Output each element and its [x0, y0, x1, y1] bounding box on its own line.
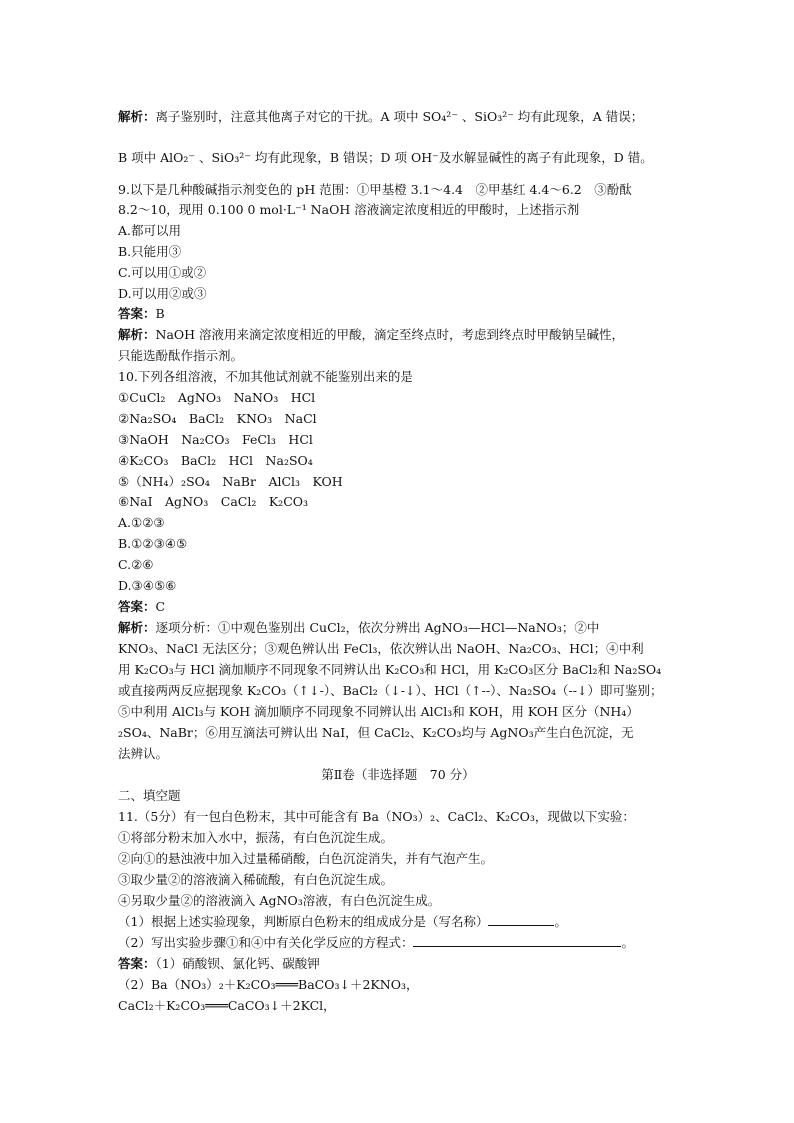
question-11-step: ④另取少量②的溶液滴入 AgNO₃溶液，有白色沉淀生成。 — [118, 893, 441, 908]
answer-value: B — [155, 306, 165, 321]
question-10-option: C.②⑥ — [118, 557, 154, 572]
question-11-part-1 — [118, 912, 567, 932]
section-title: 第Ⅱ卷（非选择题 70 分） — [321, 767, 475, 782]
part-1-end: 。 — [554, 914, 567, 929]
question-10-group: ⑥NaI AgNO₃ CaCl₂ K₂CO₃ — [118, 494, 309, 509]
question-10-group: ②Na₂SO₄ BaCl₂ KNO₃ NaCl — [118, 411, 317, 426]
question-10-group: ④K₂CO₃ BaCl₂ HCl Na₂SO₄ — [118, 453, 313, 468]
question-11-step: ①将部分粉末加入水中，振荡，有白色沉淀生成。 — [118, 830, 394, 845]
analysis-label: 解析： — [118, 327, 156, 342]
question-11-answer — [118, 954, 320, 974]
analysis-line: B 项中 AlO₂⁻ 、SiO₃²⁻ 均有此现象，B 错误；D 项 OH⁻及水解显碱性的离子有此现象，D 错。 — [118, 150, 653, 165]
question-10-analysis — [118, 618, 599, 638]
question-9-analysis — [118, 325, 624, 345]
question-9-answer — [118, 304, 165, 324]
question-10-group: ③NaOH Na₂CO₃ FeCl₃ HCl — [118, 432, 313, 447]
question-9-option: A.都可以用 — [118, 223, 182, 238]
question-9-stem: 8.2～10，现用 0.100 0 mol·L⁻¹ NaOH 溶液滴定浓度相近的甲酸时，上述指示剂 — [118, 202, 580, 217]
answer-blank[interactable] — [488, 913, 554, 926]
question-10-analysis: 或直接两两反应据现象 K₂CO₃（↑↓-）、BaCl₂（↓-↓）、HCl（↑--）、Na₂SO₄（--↓）即可鉴别； — [118, 683, 663, 698]
question-10-analysis: ⑤中利用 AlCl₃与 KOH 滴加顺序不同现象不同辨认出 AlCl₃和 KOH，用 KOH 区分（NH₄） — [118, 704, 639, 719]
question-10-group: ⑤（NH₄）₂SO₄ NaBr AlCl₃ KOH — [118, 474, 343, 489]
question-10-option: B.①②③④⑤ — [118, 536, 188, 551]
answer-label: 答案： — [118, 956, 156, 971]
part-1-text: （1）根据上述实验现象，判断原白色粉末的组成成分是（写名称） — [118, 914, 489, 929]
question-10-analysis: 用 K₂CO₃与 HCl 滴加顺序不同现象不同辨认出 K₂CO₃和 HCl，用 K₂CO₃区分 BaCl₂和 Na₂SO₄ — [118, 662, 662, 677]
part-2-end: 。 — [621, 935, 634, 950]
question-9-option: B.只能用③ — [118, 244, 182, 259]
question-10-answer — [118, 597, 165, 617]
question-10-group: ①CuCl₂ AgNO₃ NaNO₃ HCl — [118, 390, 316, 405]
answer-value: C — [155, 599, 166, 614]
analysis-label: 解析： — [118, 109, 156, 124]
analysis-label: 解析： — [118, 620, 156, 635]
question-11-step: ②向①的悬浊液中加入过量稀硝酸，白色沉淀消失，并有气泡产生。 — [118, 851, 494, 866]
question-11-answer-equation: （2）Ba（NO₃）₂＋K₂CO₃═══BaCO₃↓＋2KNO₃， — [118, 977, 419, 992]
question-10-analysis: ₂SO₄、NaBr；⑥用互滴法可辨认出 NaI，但 CaCl₂、K₂CO₃均与 AgNO₃产生白色沉淀，无 — [118, 725, 634, 740]
question-10-option: A.①②③ — [118, 515, 165, 530]
question-9-option: C.可以用①或② — [118, 265, 207, 280]
question-10-option: D.③④⑤⑥ — [118, 578, 177, 593]
question-11-answer-equation: CaCl₂＋K₂CO₃═══CaCO₃↓＋2KCl， — [118, 998, 336, 1013]
question-11-part-2 — [118, 933, 634, 953]
question-10-analysis: KNO₃、NaCl 无法区分；③观色辨认出 FeCl₃，依次辨认出 NaOH、Na₂CO₃、HCl；④中利 — [118, 641, 644, 656]
question-9-analysis: 只能选酚酞作指示剂。 — [118, 348, 244, 363]
analysis-text: 离子鉴别时，注意其他离子对它的干扰。A 项中 SO₄²⁻ 、SiO₃²⁻ 均有此现象，A 错误； — [155, 109, 644, 124]
question-10-stem: 10.下列各组溶液，不加其他试剂就不能鉴别出来的是 — [118, 369, 413, 384]
question-11-step: ③取少量②的溶液滴入稀硫酸，有白色沉淀生成。 — [118, 872, 394, 887]
answer-value: （1）硝酸钡、氯化钙、碳酸钾 — [155, 956, 320, 971]
analysis-text: 逐项分析：①中观色鉴别出 CuCl₂，依次分辨出 AgNO₃—HCl—NaNO₃；②中 — [155, 620, 600, 635]
question-11-stem: 11.（5分）有一包白色粉末，其中可能含有 Ba（NO₃）₂、CaCl₂、K₂CO₃，现做以下实验： — [118, 809, 635, 824]
answer-blank[interactable] — [413, 934, 621, 947]
answer-label: 答案： — [118, 306, 156, 321]
question-9-option: D.可以用②或③ — [118, 286, 207, 301]
section-subtitle: 二、填空题 — [118, 788, 181, 803]
answer-label: 答案： — [118, 599, 156, 614]
part-2-text: （2）写出实验步骤①和④中有关化学反应的方程式： — [118, 935, 414, 950]
question-10-analysis: 法辨认。 — [118, 746, 169, 761]
question-9-stem: 9.以下是几种酸碱指示剂变色的 pH 范围：①甲基橙 3.1～4.4 ②甲基红 4.4～6.2 ③酚酞 — [118, 182, 632, 197]
analysis-line — [118, 107, 643, 127]
analysis-text: NaOH 溶液用来滴定浓度相近的甲酸，滴定至终点时，考虑到终点时甲酸钠呈碱性， — [155, 327, 625, 342]
